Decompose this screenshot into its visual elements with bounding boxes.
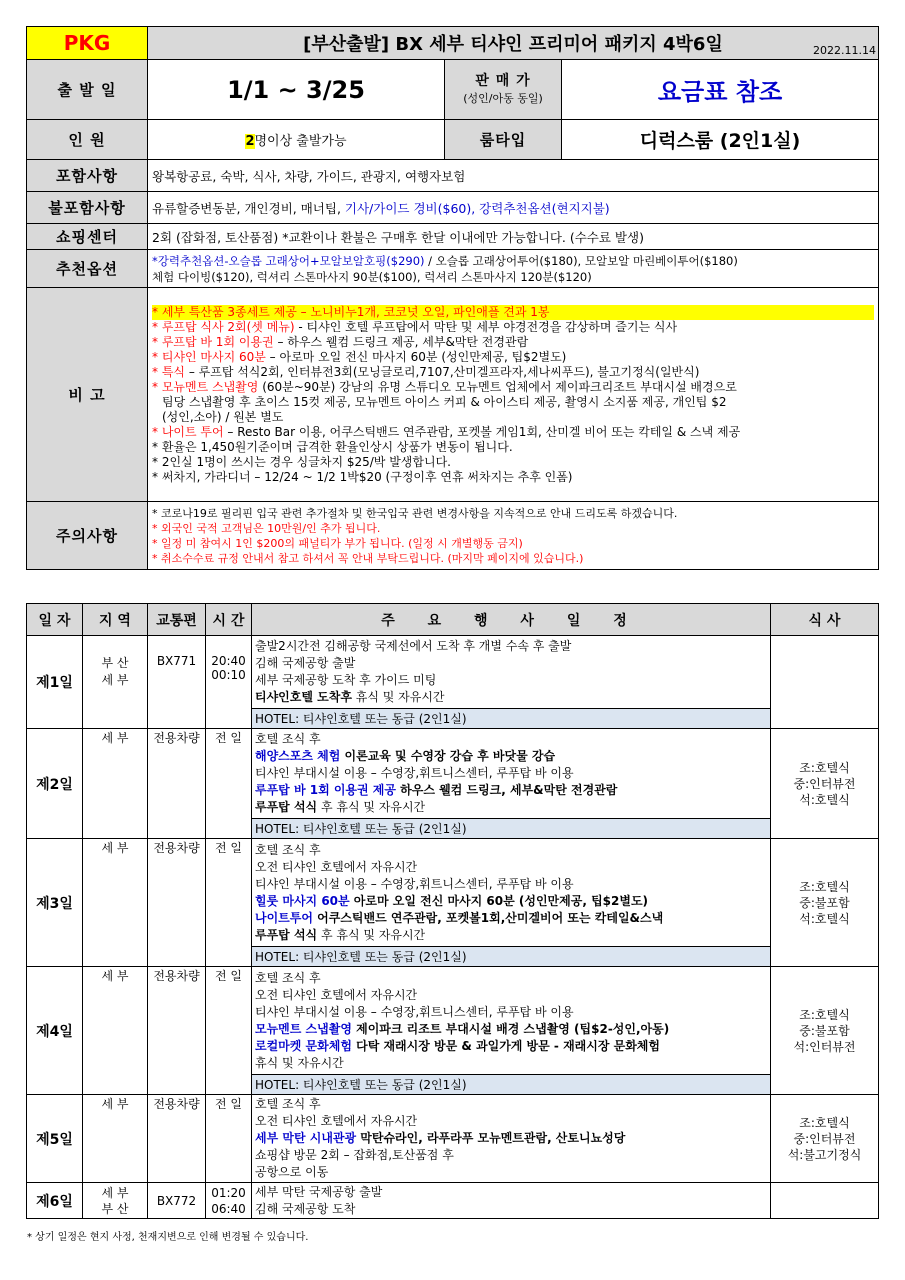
footnote: * 상기 일정은 현지 사정, 천재지변으로 인해 변경될 수 있습니다.: [27, 1232, 309, 1243]
day-label: 제2일: [27, 729, 83, 839]
note-item: * 루프탑 식사 2회(셋 메뉴) - 티샤인 호텔 루프탑에서 막탄 및 세부 야경전경을 감상하며 즐기는 식사: [152, 319, 678, 334]
table-row: [27, 839, 879, 947]
day-label: 제1일: [27, 636, 83, 729]
price-label: 판 매 가 (성인/아동 동일): [445, 60, 562, 120]
time: 01:20 06:40: [206, 1183, 252, 1219]
schedule-cell: 세부 막탄 국제공항 출발 김해 국제공항 도착: [252, 1183, 771, 1219]
col-region: 지 역: [83, 604, 148, 636]
table-row: [27, 967, 879, 1075]
document-date: 2022.11.14: [813, 44, 877, 57]
package-info-table: [26, 26, 879, 570]
pkg-tag: PKG: [27, 27, 148, 60]
caution-label: 주의사항: [27, 502, 148, 570]
caution-item: * 일정 미 참여시 1인 $200의 패널티가 부가 됩니다. (일정 시 개별행동 금지): [152, 536, 523, 550]
option-label: 추천옵션: [27, 250, 148, 288]
people-value: 2명이상 출발가능: [148, 120, 445, 160]
itinerary-table: [26, 603, 879, 1219]
note-item: * 루프탑 바 1회 이용권 – 하우스 웰컴 드링크 제공, 세부&막탄 전경관람: [152, 334, 529, 349]
note-item: * 2인실 1명이 쓰시는 경우 싱글차지 $25/박 발생합니다.: [152, 454, 451, 469]
col-schedule: 주 요 행 사 일 정: [252, 604, 771, 636]
note-item: * 모뉴멘트 스냅촬영 (60분~90분) 강남의 유명 스튜디오 모뉴멘트 업체에서 제이파크리조트 부대시설 배경으로: [152, 379, 737, 394]
col-day: 일 자: [27, 604, 83, 636]
day-label: 제5일: [27, 1095, 83, 1183]
hotel-info: HOTEL: 티샤인호텔 또는 동급 (2인1실): [252, 1075, 771, 1095]
transport: 전용차량: [148, 729, 206, 839]
schedule-cell: 호텔 조식 후 오전 티샤인 호텔에서 자유시간 티샤인 부대시설 이용 – 수영장,휘트니스센터, 루푸탑 바 이용 모뉴멘트 스냅촬영 제이파크 리조트 부대시설 배경 스냅촬영 (팁$2-성인,아동) 로컬마켓 문화체험 다탁 재래시장 방문 & 과일가게 방문 - 재래시장 문화체험 휴식 및 자유시간: [252, 967, 771, 1075]
caution-list: [148, 502, 879, 570]
day-label: 제3일: [27, 839, 83, 967]
transport: 전용차량: [148, 1095, 206, 1183]
hotel-info: HOTEL: 티샤인호텔 또는 동급 (2인1실): [252, 947, 771, 967]
day-label: 제4일: [27, 967, 83, 1095]
price-value: 요금표 참조: [562, 60, 879, 120]
region: 부 산 세 부: [83, 636, 148, 729]
depart-value: 1/1 ~ 3/25: [148, 60, 445, 120]
note-item: * 나이트 투어 – Resto Bar 이용, 어쿠스틱밴드 연주관람, 포켓볼 게임1회, 산미겔 비어 또는 칵테일 & 스낵 제공: [152, 424, 741, 439]
note-item: * 특식 – 루프탑 석식2회, 인터뷰전3회(모닝글로리,7107,산미겔프라자,세나씨푸드), 불고기정식(일반식): [152, 364, 700, 379]
note-item: (성인,소아) / 원본 별도: [162, 409, 284, 424]
include-value: 왕복항공료, 숙박, 식사, 차량, 가이드, 관광지, 여행자보험: [148, 160, 879, 192]
transport: BX771: [148, 636, 206, 729]
table-row: [27, 1183, 879, 1219]
time: 전 일: [206, 967, 252, 1095]
region: 세 부: [83, 729, 148, 839]
exclude-label: 불포함사항: [27, 192, 148, 224]
note-item: * 티샤인 마사지 60분 – 아로마 오일 전신 마사지 60분 (성인만제공, 팁$2별도): [152, 349, 567, 364]
room-label: 룸타입: [445, 120, 562, 160]
time: 20:40 00:10: [206, 636, 252, 729]
table-row: [27, 729, 879, 819]
time: 전 일: [206, 839, 252, 967]
region: 세 부: [83, 967, 148, 1095]
hotel-info: HOTEL: 티샤인호텔 또는 동급 (2인1실): [252, 709, 771, 729]
room-value: 디럭스룸 (2인1실): [562, 120, 879, 160]
meal: 조:호텔식 중:인터뷰전 석:불고기정식: [771, 1095, 879, 1183]
hotel-info: HOTEL: 티샤인호텔 또는 동급 (2인1실): [252, 819, 771, 839]
schedule-cell: 호텔 조식 후 해양스포츠 체험 이론교육 및 수영장 강습 후 바닷물 강습 티샤인 부대시설 이용 – 수영장,휘트니스센터, 루푸탑 바 이용 루푸탑 바 1회 이용권 제공 하우스 웰컴 드링크, 세부&막탄 전경관람 루푸탑 석식 후 휴식 및 자유시간: [252, 729, 771, 819]
region: 세 부: [83, 839, 148, 967]
note-item: 팀당 스냅촬영 후 초이스 15컷 제공, 모뉴멘트 아이스 커피 & 아이스티 제공, 촬영시 소지품 제공, 개인팁 $2: [162, 394, 727, 409]
schedule-cell: 출발2시간전 김해공항 국제선에서 도착 후 개별 수속 후 출발 김해 국제공항 출발 세부 국제공항 도착 후 가이드 미팅 티샤인호텔 도착후 휴식 및 자유시간: [252, 636, 771, 709]
shop-value: 2회 (잡화점, 토산품점) *교환이나 환불은 구매후 한달 이내에만 가능합니다. (수수료 발생): [148, 224, 879, 250]
note-item: * 환율은 1,450원기준이며 급격한 환율인상시 상품가 변동이 됩니다.: [152, 439, 513, 454]
meal: [771, 636, 879, 729]
region: 세 부 부 산: [83, 1183, 148, 1219]
region: 세 부: [83, 1095, 148, 1183]
include-label: 포함사항: [27, 160, 148, 192]
exclude-value: 유류할증변동분, 개인경비, 매너팁, 기사/가이드 경비($60), 강력추천옵션(현지지불): [148, 192, 879, 224]
col-meal: 식 사: [771, 604, 879, 636]
table-row: [27, 1095, 879, 1183]
depart-label: 출 발 일: [27, 60, 148, 120]
note-item: * 세부 특산품 3종세트 제공 – 노니비누1개, 코코넛 오일, 파인애플 견과 1봉: [152, 305, 874, 320]
shop-label: 쇼핑센터: [27, 224, 148, 250]
col-time: 시 간: [206, 604, 252, 636]
notes-list: [148, 288, 879, 502]
meal: 조:호텔식 중:불포함 석:호텔식: [771, 839, 879, 967]
caution-item: * 코로나19로 필리핀 입국 관련 추가절차 및 한국입국 관련 변경사항을 지속적으로 안내 드리도록 하겠습니다.: [152, 506, 678, 520]
caution-item: * 외국인 국적 고객님은 10만원/인 추가 됩니다.: [152, 521, 381, 535]
transport: BX772: [148, 1183, 206, 1219]
col-transport: 교통편: [148, 604, 206, 636]
meal: 조:호텔식 중:불포함 석:인터뷰전: [771, 967, 879, 1095]
time: 전 일: [206, 729, 252, 839]
day-label: 제6일: [27, 1183, 83, 1219]
meal: [771, 1183, 879, 1219]
schedule-cell: 호텔 조식 후 오전 티샤인 호텔에서 자유시간 세부 막탄 시내관광 막탄슈라인, 라푸라푸 모뉴멘트관람, 산토니뇨성당 쇼핑샵 방문 2회 – 잡화점,토산품점 후 공항으로 이동: [252, 1095, 771, 1183]
itinerary-header: [27, 604, 879, 636]
package-title: [부산출발] BX 세부 티샤인 프리미어 패키지 4박6일 2022.11.14: [148, 27, 879, 60]
meal: 조:호텔식 중:인터뷰전 석:호텔식: [771, 729, 879, 839]
people-label: 인 원: [27, 120, 148, 160]
schedule-cell: 호텔 조식 후 오전 티샤인 호텔에서 자유시간 티샤인 부대시설 이용 – 수영장,휘트니스센터, 루푸탑 바 이용 힐룻 마사지 60분 아로마 오일 전신 마사지 60분 (성인만제공, 팁$2별도) 나이트투어 어쿠스틱밴드 연주관람, 포켓볼1회,산미겔비어 또는 칵테일&스낵 루푸탑 석식 후 휴식 및 자유시간: [252, 839, 771, 947]
caution-item: * 취소수수료 규정 안내서 참고 하셔서 꼭 안내 부탁드립니다. (마지막 페이지에 있습니다.): [152, 551, 584, 565]
notes-label: 비 고: [27, 288, 148, 502]
time: 전 일: [206, 1095, 252, 1183]
table-row: [27, 636, 879, 709]
option-value: *강력추천옵션-오슬롭 고래상어+모알보알호핑($290) / 오슬롭 고래상어투어($180), 모알보알 마린베이투어($180) 체험 다이빙($120), 럭셔리 스톤마사지 90분($100), 럭셔리 스톤마사지 120분($120): [148, 250, 879, 288]
transport: 전용차량: [148, 839, 206, 967]
note-item: * 써차지, 가라디너 – 12/24 ~ 1/2 1박$20 (구정이후 연휴 써차지는 추후 인폼): [152, 469, 573, 484]
transport: 전용차량: [148, 967, 206, 1095]
